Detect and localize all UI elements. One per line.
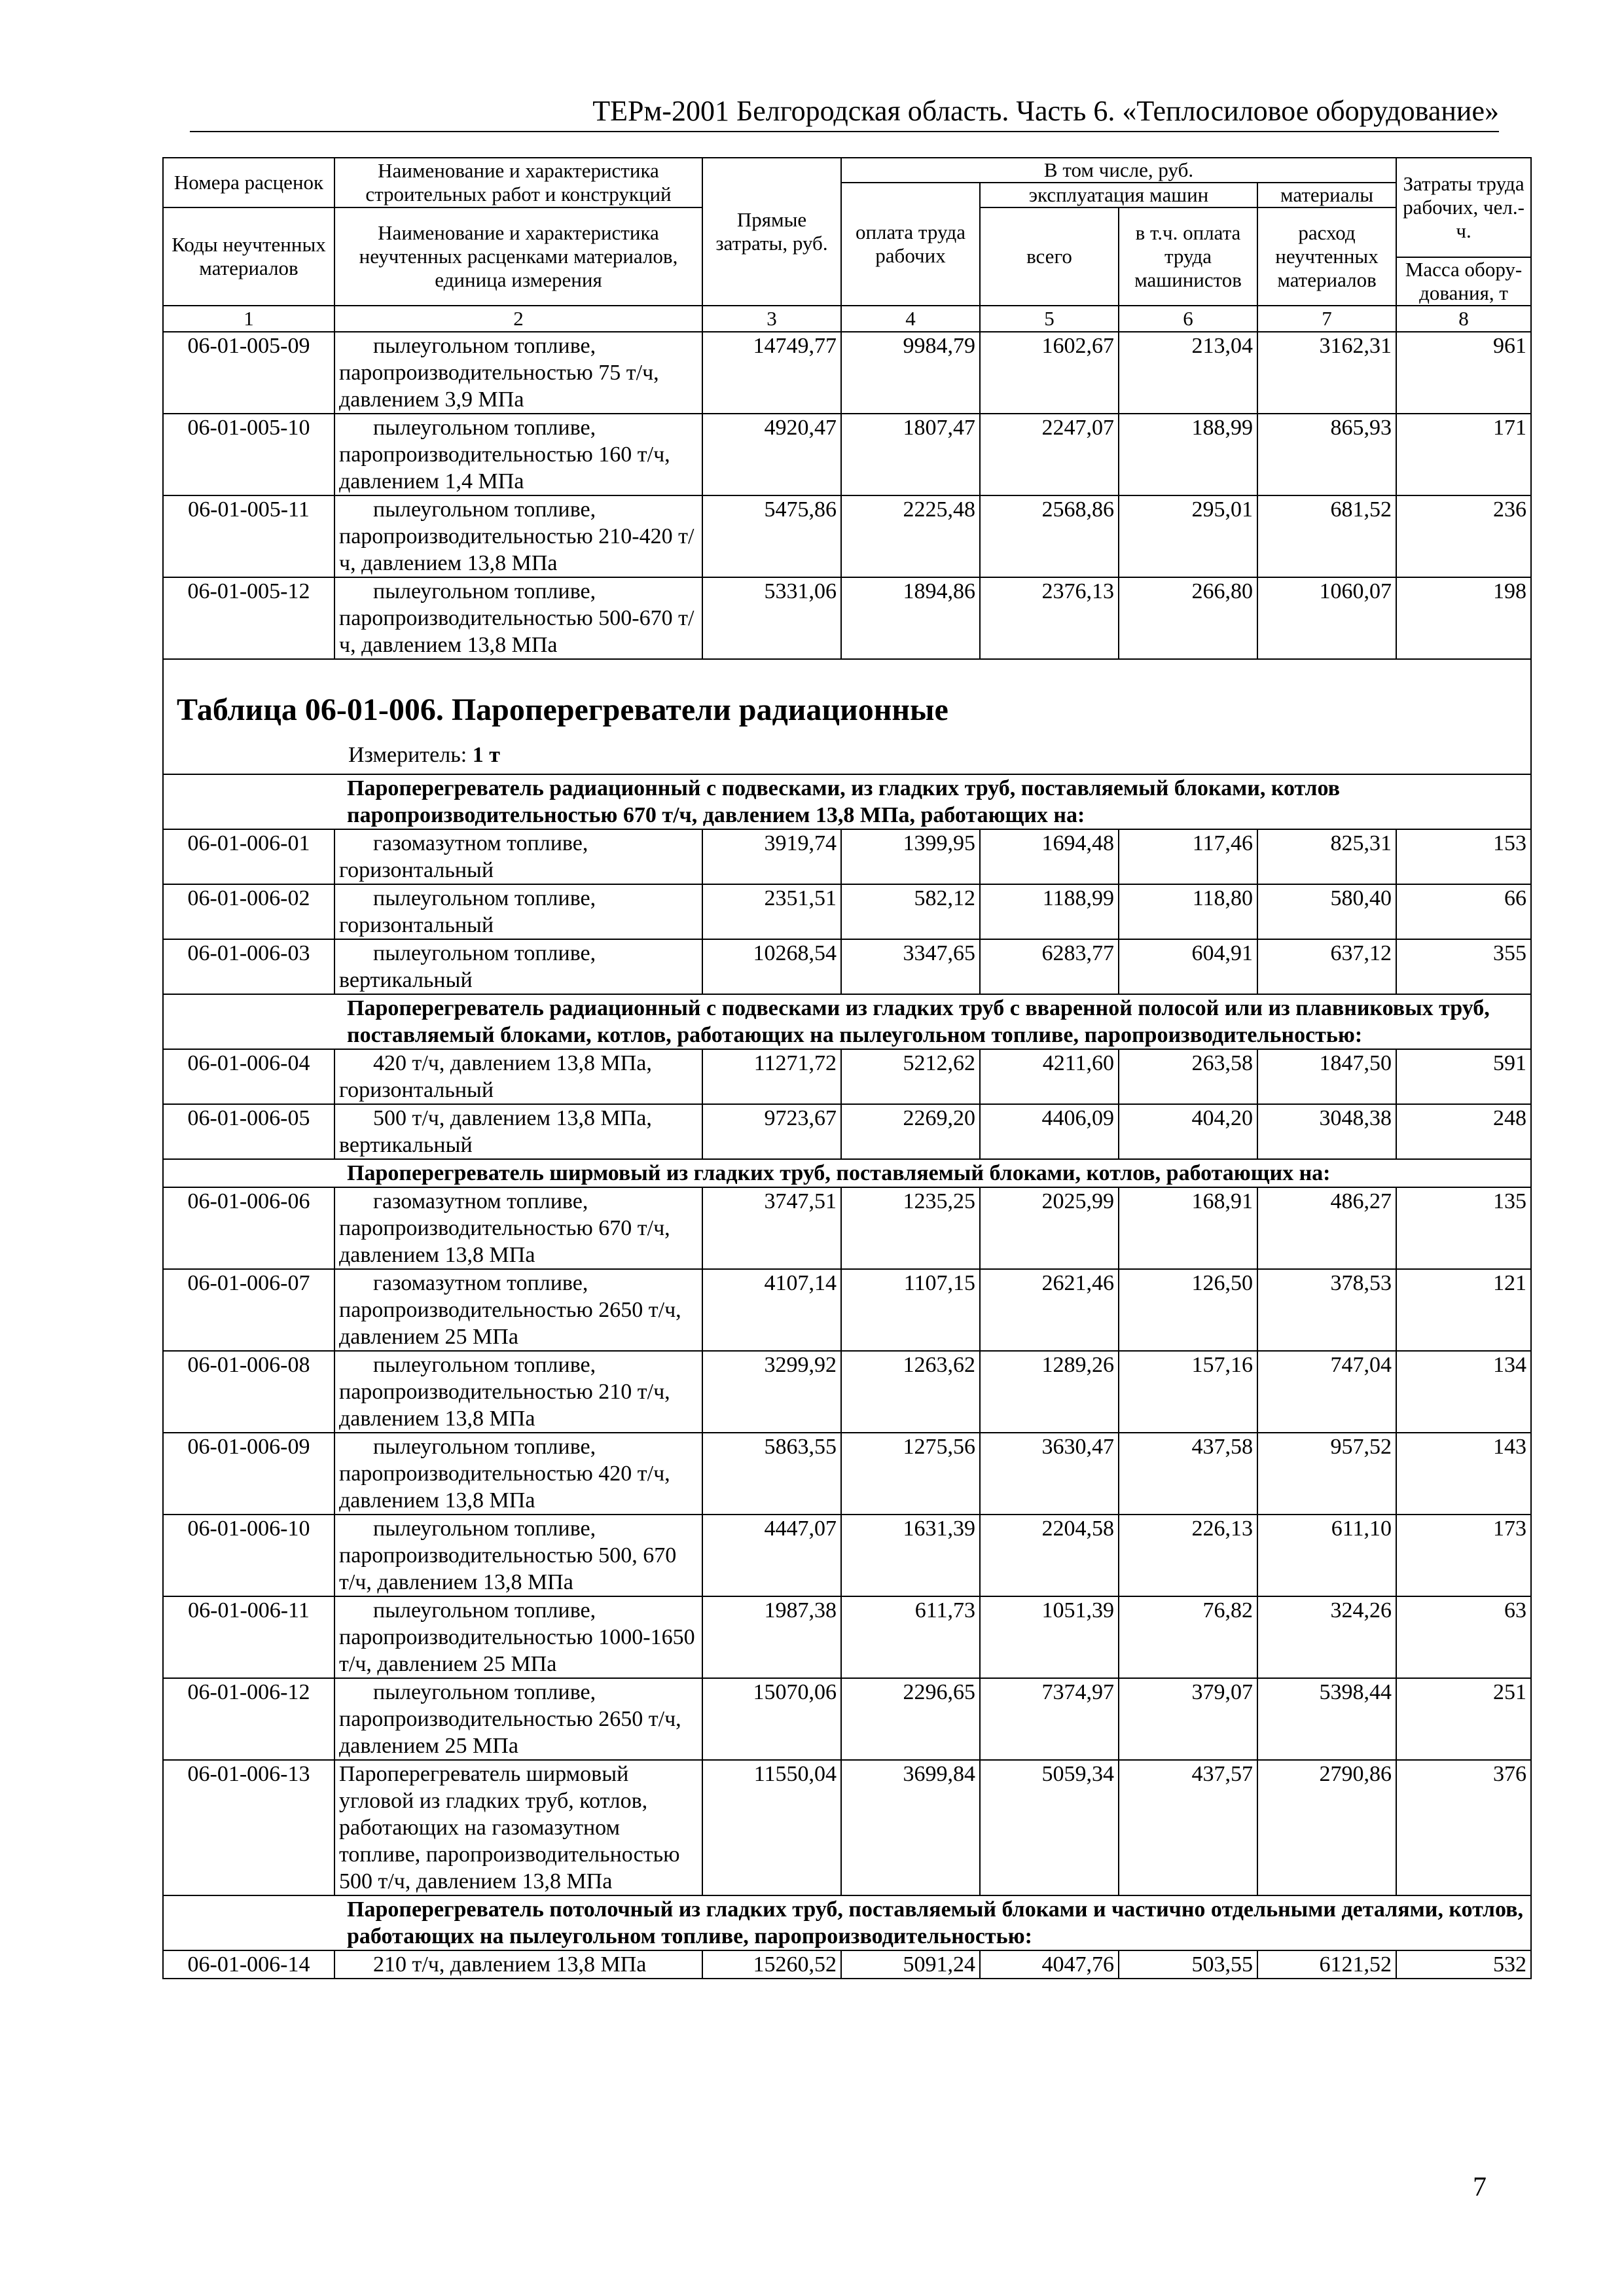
measure-label: Измеритель:: [348, 743, 467, 767]
measure-line: [177, 729, 1517, 770]
value-c5: 2621,46: [980, 1269, 1119, 1351]
rate-description: [334, 1760, 702, 1895]
rate-code: 06-01-006-09: [163, 1433, 334, 1515]
value-c4: 3347,65: [841, 939, 980, 994]
rate-code: 06-01-006-10: [163, 1515, 334, 1596]
description-lead: пылеугольном топливе,: [373, 1598, 596, 1623]
rate-code: 06-01-006-08: [163, 1351, 334, 1433]
value-c5: 4211,60: [980, 1049, 1119, 1104]
value-c8: 532: [1396, 1950, 1531, 1979]
value-c7: 2790,86: [1257, 1760, 1396, 1895]
value-c4: 3699,84: [841, 1760, 980, 1895]
rate-description: [334, 1187, 702, 1269]
col-number: 1: [163, 306, 334, 332]
rate-code: 06-01-006-07: [163, 1269, 334, 1351]
description-lead: 420 т/ч, давлением 13,8 МПа,: [373, 1051, 652, 1075]
rate-description: [334, 1515, 702, 1596]
description-rest: паропроизводительностью 160 т/ч, давлением 1,4 МПа: [339, 442, 670, 493]
value-c7: 747,04: [1257, 1351, 1396, 1433]
measure-value: 1 т: [472, 743, 500, 767]
value-c6: 118,80: [1119, 884, 1257, 939]
rate-description: [334, 332, 702, 414]
rate-code: 06-01-005-12: [163, 577, 334, 659]
value-c4: 1275,56: [841, 1433, 980, 1515]
section-row: [163, 1895, 1531, 1950]
section-heading: Пароперегреватель потолочный из гладких труб, поставляемый блоками и частично отдельными деталями, котлов, работающих на пылеугольном топливе, паропроизводительностью:: [163, 1895, 1531, 1950]
rate-code: 06-01-006-01: [163, 829, 334, 884]
value-c8: 961: [1396, 332, 1531, 414]
description-rest: паропроизводительностью 500, 670 т/ч, давлением 13,8 МПа: [339, 1543, 677, 1594]
table-row: [163, 1950, 1531, 1979]
value-c5: 6283,77: [980, 939, 1119, 994]
value-c3: 2351,51: [702, 884, 841, 939]
value-c4: 1807,47: [841, 414, 980, 495]
rate-code: 06-01-006-11: [163, 1596, 334, 1678]
col-header-materials-name: Наименование и характеристика неучтенных расценками материалов, единица измерения: [334, 207, 702, 306]
rate-code: 06-01-006-03: [163, 939, 334, 994]
description-lead: пылеугольном топливе,: [373, 886, 596, 910]
table-row: [163, 1515, 1531, 1596]
value-c3: 15260,52: [702, 1950, 841, 1979]
rate-description: [334, 939, 702, 994]
value-c6: 437,57: [1119, 1760, 1257, 1895]
table-row: [163, 884, 1531, 939]
value-c5: 4406,09: [980, 1104, 1119, 1159]
description-rest: горизонтальный: [339, 913, 494, 937]
col-number: 3: [702, 306, 841, 332]
value-c5: 1188,99: [980, 884, 1119, 939]
value-c8: 134: [1396, 1351, 1531, 1433]
description-lead: 500 т/ч, давлением 13,8 МПа,: [373, 1106, 652, 1130]
value-c3: 3299,92: [702, 1351, 841, 1433]
value-c3: 9723,67: [702, 1104, 841, 1159]
rate-description: [334, 577, 702, 659]
rate-description: [334, 829, 702, 884]
value-c7: 1060,07: [1257, 577, 1396, 659]
value-c4: 2269,20: [841, 1104, 980, 1159]
description-lead: пылеугольном топливе,: [373, 1680, 596, 1704]
value-c6: 604,91: [1119, 939, 1257, 994]
value-c7: 957,52: [1257, 1433, 1396, 1515]
value-c5: 2025,99: [980, 1187, 1119, 1269]
table-row: [163, 414, 1531, 495]
table-row: [163, 1269, 1531, 1351]
rate-description: [334, 884, 702, 939]
value-c6: 226,13: [1119, 1515, 1257, 1596]
value-c8: 66: [1396, 884, 1531, 939]
value-c6: 157,16: [1119, 1351, 1257, 1433]
value-c4: 1399,95: [841, 829, 980, 884]
table-row: [163, 332, 1531, 414]
description-lead: пылеугольном топливе,: [373, 497, 596, 522]
value-c8: 63: [1396, 1596, 1531, 1678]
value-c5: 4047,76: [980, 1950, 1119, 1979]
description-rest: паропроизводительностью 2650 т/ч, давлением 25 МПа: [339, 1298, 681, 1349]
value-c3: 10268,54: [702, 939, 841, 994]
col-number: 4: [841, 306, 980, 332]
description-rest: паропроизводительностью 210-420 т/ч, давлением 13,8 МПа: [339, 524, 695, 575]
col-header-operator-pay: в т.ч. оплата труда машинистов: [1119, 207, 1257, 306]
description-lead: пылеугольном топливе,: [373, 941, 596, 965]
col-number: 6: [1119, 306, 1257, 332]
value-c7: 324,26: [1257, 1596, 1396, 1678]
rate-code: 06-01-006-05: [163, 1104, 334, 1159]
description-lead: пылеугольном топливе,: [373, 334, 596, 358]
value-c4: 611,73: [841, 1596, 980, 1678]
value-c5: 7374,97: [980, 1678, 1119, 1760]
col-number: 2: [334, 306, 702, 332]
value-c3: 4920,47: [702, 414, 841, 495]
description-rest: паропроизводительностью 420 т/ч, давлением 13,8 МПа: [339, 1462, 670, 1513]
col-header-machines-total: всего: [980, 207, 1119, 306]
value-c8: 355: [1396, 939, 1531, 994]
description-rest: горизонтальный: [339, 858, 494, 882]
value-c8: 173: [1396, 1515, 1531, 1596]
rate-description: [334, 1433, 702, 1515]
value-c8: 251: [1396, 1678, 1531, 1760]
value-c8: 121: [1396, 1269, 1531, 1351]
value-c6: 168,91: [1119, 1187, 1257, 1269]
table-title-row: [163, 659, 1531, 774]
table-row: [163, 1433, 1531, 1515]
value-c7: 3162,31: [1257, 332, 1396, 414]
rate-code: 06-01-005-10: [163, 414, 334, 495]
col-header-unaccounted-codes: Коды неучтенных материалов: [163, 207, 334, 306]
rate-code: 06-01-006-06: [163, 1187, 334, 1269]
value-c6: 437,58: [1119, 1433, 1257, 1515]
value-c8: 236: [1396, 495, 1531, 577]
value-c3: 5331,06: [702, 577, 841, 659]
value-c3: 5475,86: [702, 495, 841, 577]
value-c3: 11550,04: [702, 1760, 841, 1895]
value-c4: 1631,39: [841, 1515, 980, 1596]
rate-code: 06-01-005-11: [163, 495, 334, 577]
value-c7: 3048,38: [1257, 1104, 1396, 1159]
value-c7: 486,27: [1257, 1187, 1396, 1269]
section-heading: Пароперегреватель радиационный с подвесками, из гладких труб, поставляемый блоками, котлов паропроизводительностью 670 т/ч, давлением 13,8 МПа, работающих на:: [163, 774, 1531, 829]
value-c3: 11271,72: [702, 1049, 841, 1104]
col-number: 5: [980, 306, 1119, 332]
description-lead: газомазутном топливе,: [373, 1271, 588, 1295]
value-c4: 1263,62: [841, 1351, 980, 1433]
header-rule: [190, 131, 1499, 132]
value-c7: 580,40: [1257, 884, 1396, 939]
col-number: 8: [1396, 306, 1531, 332]
value-c6: 126,50: [1119, 1269, 1257, 1351]
value-c8: 143: [1396, 1433, 1531, 1515]
value-c3: 1987,38: [702, 1596, 841, 1678]
value-c6: 379,07: [1119, 1678, 1257, 1760]
table-row: [163, 1351, 1531, 1433]
description-rest: вертикальный: [339, 1133, 473, 1157]
value-c4: 5091,24: [841, 1950, 980, 1979]
rate-description: [334, 1104, 702, 1159]
rate-code: 06-01-006-13: [163, 1760, 334, 1895]
col-header-materials-consumption: расход неучтенных материалов: [1257, 207, 1396, 306]
value-c8: 198: [1396, 577, 1531, 659]
value-c6: 263,58: [1119, 1049, 1257, 1104]
description-rest: паропроизводительностью 1000-1650 т/ч, давлением 25 МПа: [339, 1625, 695, 1676]
value-c3: 4107,14: [702, 1269, 841, 1351]
col-header-direct-costs: Прямые затраты, руб.: [702, 158, 841, 306]
page-header: ТЕРм-2001 Белгородская область. Часть 6. «Теплосиловое оборудование»: [592, 95, 1499, 127]
value-c8: 591: [1396, 1049, 1531, 1104]
rate-description: [334, 414, 702, 495]
description-lead: газомазутном топливе,: [373, 831, 588, 855]
table-row: [163, 495, 1531, 577]
rate-code: 06-01-006-14: [163, 1950, 334, 1979]
table-row: [163, 1104, 1531, 1159]
rate-description: [334, 1351, 702, 1433]
table-body: [163, 158, 1531, 1979]
value-c3: 3919,74: [702, 829, 841, 884]
value-c7: 865,93: [1257, 414, 1396, 495]
value-c6: 188,99: [1119, 414, 1257, 495]
section-row: [163, 774, 1531, 829]
description-rest: горизонтальный: [339, 1078, 494, 1102]
value-c7: 611,10: [1257, 1515, 1396, 1596]
description-rest: Пароперегреватель ширмовый угловой из гладких труб, котлов, работающих на газомазутном топливе, паропроизводительностью 500 т/ч, давлением 13,8 МПа: [339, 1762, 680, 1893]
col-header-rate-numbers: Номера расценок: [163, 158, 334, 207]
value-c6: 295,01: [1119, 495, 1257, 577]
value-c6: 213,04: [1119, 332, 1257, 414]
value-c5: 3630,47: [980, 1433, 1119, 1515]
col-header-including: В том числе, руб.: [841, 158, 1396, 183]
description-rest: паропроизводительностью 75 т/ч, давлением 3,9 МПа: [339, 361, 659, 412]
description-lead: 210 т/ч, давлением 13,8 МПа: [373, 1952, 647, 1977]
value-c7: 6121,52: [1257, 1950, 1396, 1979]
value-c5: 1289,26: [980, 1351, 1119, 1433]
section-row: [163, 1159, 1531, 1187]
col-header-labor-costs: Затраты труда рабочих, чел.-ч.: [1396, 158, 1531, 257]
value-c4: 1107,15: [841, 1269, 980, 1351]
table-row: [163, 1678, 1531, 1760]
col-header-work-name: Наименование и характеристика строительных работ и конструкций: [334, 158, 702, 207]
table-row: [163, 1049, 1531, 1104]
rates-table: [162, 157, 1532, 1979]
value-c4: 1235,25: [841, 1187, 980, 1269]
value-c5: 2204,58: [980, 1515, 1119, 1596]
col-number: 7: [1257, 306, 1396, 332]
value-c5: 2376,13: [980, 577, 1119, 659]
rate-code: 06-01-006-04: [163, 1049, 334, 1104]
rate-code: 06-01-005-09: [163, 332, 334, 414]
value-c8: 135: [1396, 1187, 1531, 1269]
value-c4: 582,12: [841, 884, 980, 939]
value-c8: 248: [1396, 1104, 1531, 1159]
table-row: [163, 1596, 1531, 1678]
table-row: [163, 939, 1531, 994]
value-c5: 1602,67: [980, 332, 1119, 414]
description-lead: газомазутном топливе,: [373, 1189, 588, 1213]
value-c5: 5059,34: [980, 1760, 1119, 1895]
value-c4: 5212,62: [841, 1049, 980, 1104]
table-title-cell: [163, 659, 1531, 774]
section-heading: Пароперегреватель радиационный с подвесками из гладких труб с вваренной полосой или из плавниковых труб, поставляемый блоками, котлов, работающих на пылеугольном топливе, паропроизводительностью:: [163, 994, 1531, 1049]
description-rest: паропроизводительностью 670 т/ч, давлением 13,8 МПа: [339, 1216, 670, 1267]
value-c3: 15070,06: [702, 1678, 841, 1760]
value-c4: 2225,48: [841, 495, 980, 577]
value-c7: 637,12: [1257, 939, 1396, 994]
description-rest: паропроизводительностью 210 т/ч, давлением 13,8 МПа: [339, 1380, 670, 1431]
value-c4: 1894,86: [841, 577, 980, 659]
description-lead: пылеугольном топливе,: [373, 1353, 596, 1377]
col-header-materials: материалы: [1257, 183, 1396, 207]
value-c5: 1694,48: [980, 829, 1119, 884]
col-header-equipment-mass: Масса обору-дования, т: [1396, 257, 1531, 306]
value-c5: 2568,86: [980, 495, 1119, 577]
value-c3: 5863,55: [702, 1433, 841, 1515]
value-c7: 681,52: [1257, 495, 1396, 577]
description-lead: пылеугольном топливе,: [373, 1435, 596, 1459]
value-c8: 153: [1396, 829, 1531, 884]
rate-description: [334, 1950, 702, 1979]
col-header-machines: эксплуатация машин: [980, 183, 1257, 207]
table-row: [163, 577, 1531, 659]
table-row: [163, 1760, 1531, 1895]
description-lead: пылеугольном топливе,: [373, 579, 596, 603]
value-c6: 404,20: [1119, 1104, 1257, 1159]
value-c7: 1847,50: [1257, 1049, 1396, 1104]
value-c6: 266,80: [1119, 577, 1257, 659]
value-c3: 3747,51: [702, 1187, 841, 1269]
table-title: Таблица 06-01-006. Пароперегреватели радиационные: [177, 692, 948, 727]
rate-code: 06-01-006-12: [163, 1678, 334, 1760]
value-c7: 5398,44: [1257, 1678, 1396, 1760]
value-c3: 14749,77: [702, 332, 841, 414]
rate-description: [334, 495, 702, 577]
description-lead: пылеугольном топливе,: [373, 1516, 596, 1541]
value-c7: 378,53: [1257, 1269, 1396, 1351]
value-c5: 2247,07: [980, 414, 1119, 495]
value-c5: 1051,39: [980, 1596, 1119, 1678]
section-row: [163, 994, 1531, 1049]
rate-description: [334, 1269, 702, 1351]
description-rest: вертикальный: [339, 968, 473, 992]
rate-description: [334, 1678, 702, 1760]
section-heading: Пароперегреватель ширмовый из гладких труб, поставляемый блоками, котлов, работающих на:: [163, 1159, 1531, 1187]
page-number: 7: [1473, 2172, 1487, 2202]
value-c7: 825,31: [1257, 829, 1396, 884]
rate-description: [334, 1596, 702, 1678]
col-header-worker-pay: оплата труда рабочих: [841, 183, 980, 306]
value-c6: 117,46: [1119, 829, 1257, 884]
value-c6: 76,82: [1119, 1596, 1257, 1678]
table-row: [163, 829, 1531, 884]
value-c4: 9984,79: [841, 332, 980, 414]
value-c6: 503,55: [1119, 1950, 1257, 1979]
rate-code: 06-01-006-02: [163, 884, 334, 939]
value-c4: 2296,65: [841, 1678, 980, 1760]
description-rest: паропроизводительностью 2650 т/ч, давлением 25 МПа: [339, 1707, 681, 1758]
description-rest: паропроизводительностью 500-670 т/ч, давлением 13,8 МПа: [339, 606, 695, 657]
table-row: [163, 1187, 1531, 1269]
rate-description: [334, 1049, 702, 1104]
value-c3: 4447,07: [702, 1515, 841, 1596]
value-c8: 376: [1396, 1760, 1531, 1895]
value-c8: 171: [1396, 414, 1531, 495]
description-lead: пылеугольном топливе,: [373, 416, 596, 440]
